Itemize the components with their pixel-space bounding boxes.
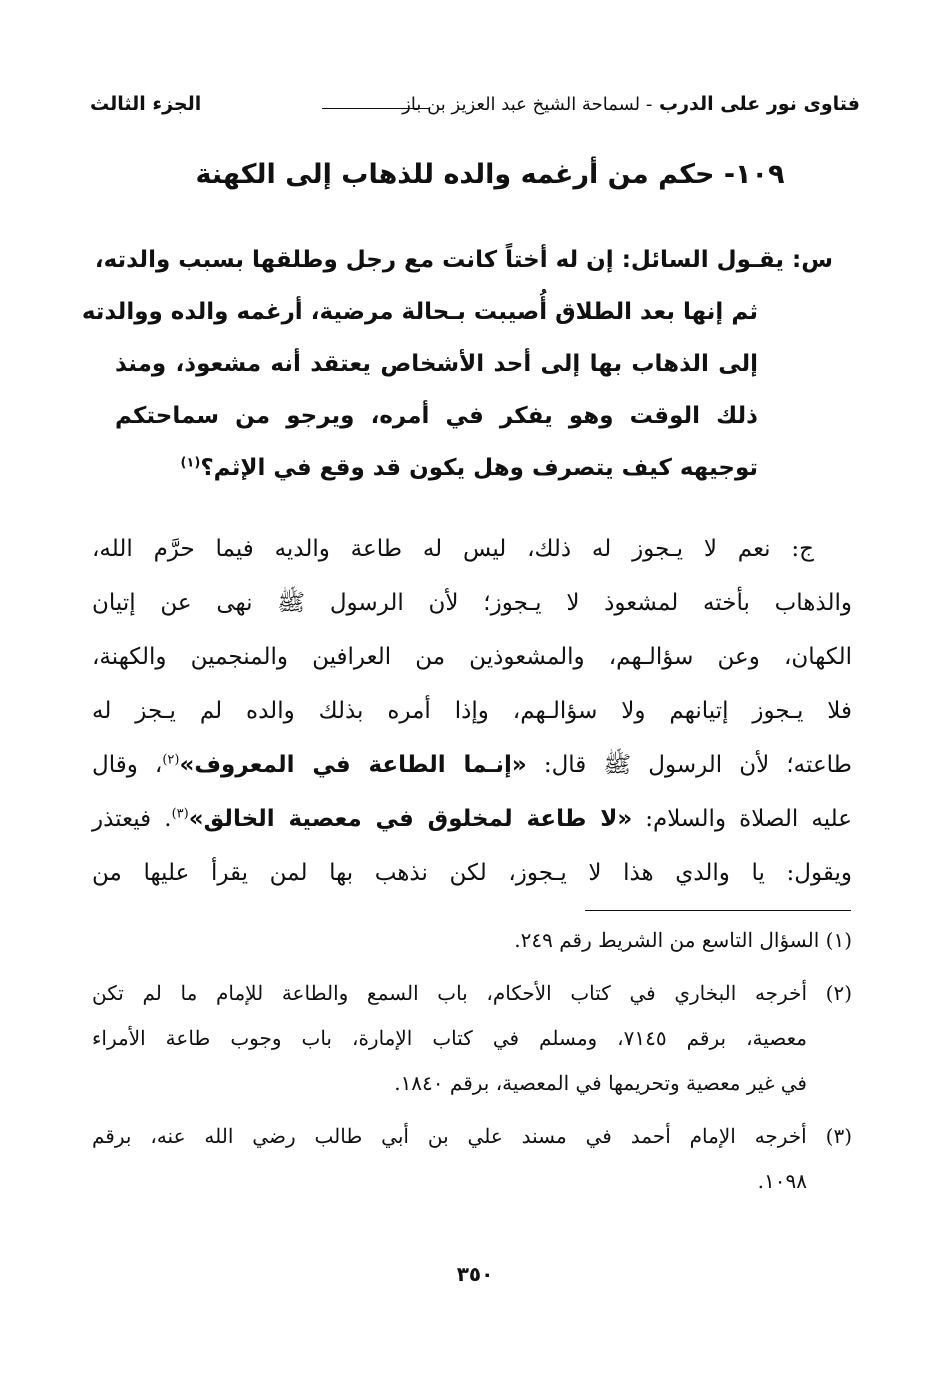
header-book-title xyxy=(402,86,860,123)
answer-line-hadith-1 xyxy=(92,738,852,792)
question-line: س: يقـول السائل: إن له أختاً كانت مع رجل وطلقها بسبب والدته، xyxy=(94,247,833,273)
question-line: ثم إنها بعد الطلاق أُصيبت بـحالة مرضية، أرغمه والده ووالدته xyxy=(81,299,758,325)
footnote-line: (٣) أخرجه الإمام أحمد في مسند علي بن أبي طالب رضي الله عنه، برقم xyxy=(92,1124,852,1148)
answer-line: فلا يـجوز إتيانهم ولا سؤالـهم، وإذا أمره بذلك والده لم يـجز له xyxy=(92,698,852,724)
answer-line: ويقول: يا والدي هذا لا يـجوز، لكن نذهب بها لمن يقرأ عليها من xyxy=(92,860,852,886)
question-line: إلى الذهاب بها إلى أحد الأشخاص يعتقد أنه مشعوذ، ومنذ xyxy=(115,351,758,377)
footnote-ref-1: (١) xyxy=(180,455,201,471)
header-author: - لسماحة الشيخ عبد العزيز بن باز xyxy=(402,94,653,115)
answer-text: ، وقال xyxy=(92,752,163,778)
footnote-ref-2: (٢) xyxy=(162,752,180,768)
answer-line: والذهاب بأخته لمشعوذ لا يـجوز؛ لأن الرسول ﷺ نهى عن إتيان xyxy=(92,590,852,616)
question-block xyxy=(81,234,833,494)
header-volume: الجزء الثالث xyxy=(90,93,202,115)
footnote-2 xyxy=(92,971,852,1106)
footnote-line: (٢) أخرجه البخاري في كتاب الأحكام، باب السمع والطاعة للإمام ما لم تكن xyxy=(92,981,852,1005)
footnote-ref-3: (٣) xyxy=(171,806,189,822)
hadith-quote: «لا طاعة لمخلوق في معصية الخالق» xyxy=(188,806,633,832)
answer-line: ج: نعم لا يـجوز له ذلك، ليس له طاعة والديه فيما حرَّم الله، xyxy=(92,536,814,562)
footnote-line: (١) السؤال التاسع من الشريط رقم ٢٤٩. xyxy=(514,928,852,952)
answer-block xyxy=(92,522,852,900)
footnote-1 xyxy=(92,918,852,963)
footnote-3 xyxy=(92,1114,852,1204)
hadith-quote: «إنـما الطاعة في المعروف» xyxy=(179,752,527,778)
answer-line: الكهان، وعن سؤالـهم، والمشعوذين من العرافين والمنجمين والكهنة، xyxy=(92,644,852,670)
question-line: ذلك الوقت وهو يفكر في أمره، ويرجو من سماحتكم xyxy=(115,403,758,429)
section-title: ١٠٩- حكم من أرغمه والده للذهاب إلى الكهنة xyxy=(195,159,785,190)
answer-line-hadith-2 xyxy=(92,792,852,846)
header-rule xyxy=(322,108,430,109)
answer-text: عليه الصلاة والسلام: xyxy=(632,806,852,832)
footnote-line: معصية، برقم ٧١٤٥، ومسلم في كتاب الإمارة، باب وجوب طاعة الأمراء xyxy=(92,1026,807,1050)
footnote-separator xyxy=(585,910,851,911)
footnote-line: في غير معصية وتحريمها في المعصية، برقم ١٨٤٠. xyxy=(394,1071,807,1095)
footnotes xyxy=(92,918,852,1212)
question-line-text: توجيهه كيف يتصرف وهل يكون قد وقع في الإثم؟ xyxy=(200,455,758,481)
answer-text: طاعته؛ لأن الرسول ﷺ قال: xyxy=(526,752,852,778)
question-line-last xyxy=(115,442,833,494)
footnote-line: ١٠٩٨. xyxy=(757,1169,807,1193)
running-header xyxy=(90,86,860,122)
page-number: ٣٥٠ xyxy=(456,1262,494,1286)
answer-text: . فيعتذر xyxy=(92,806,172,832)
book-title: فتاوى نور على الدرب xyxy=(659,93,860,115)
